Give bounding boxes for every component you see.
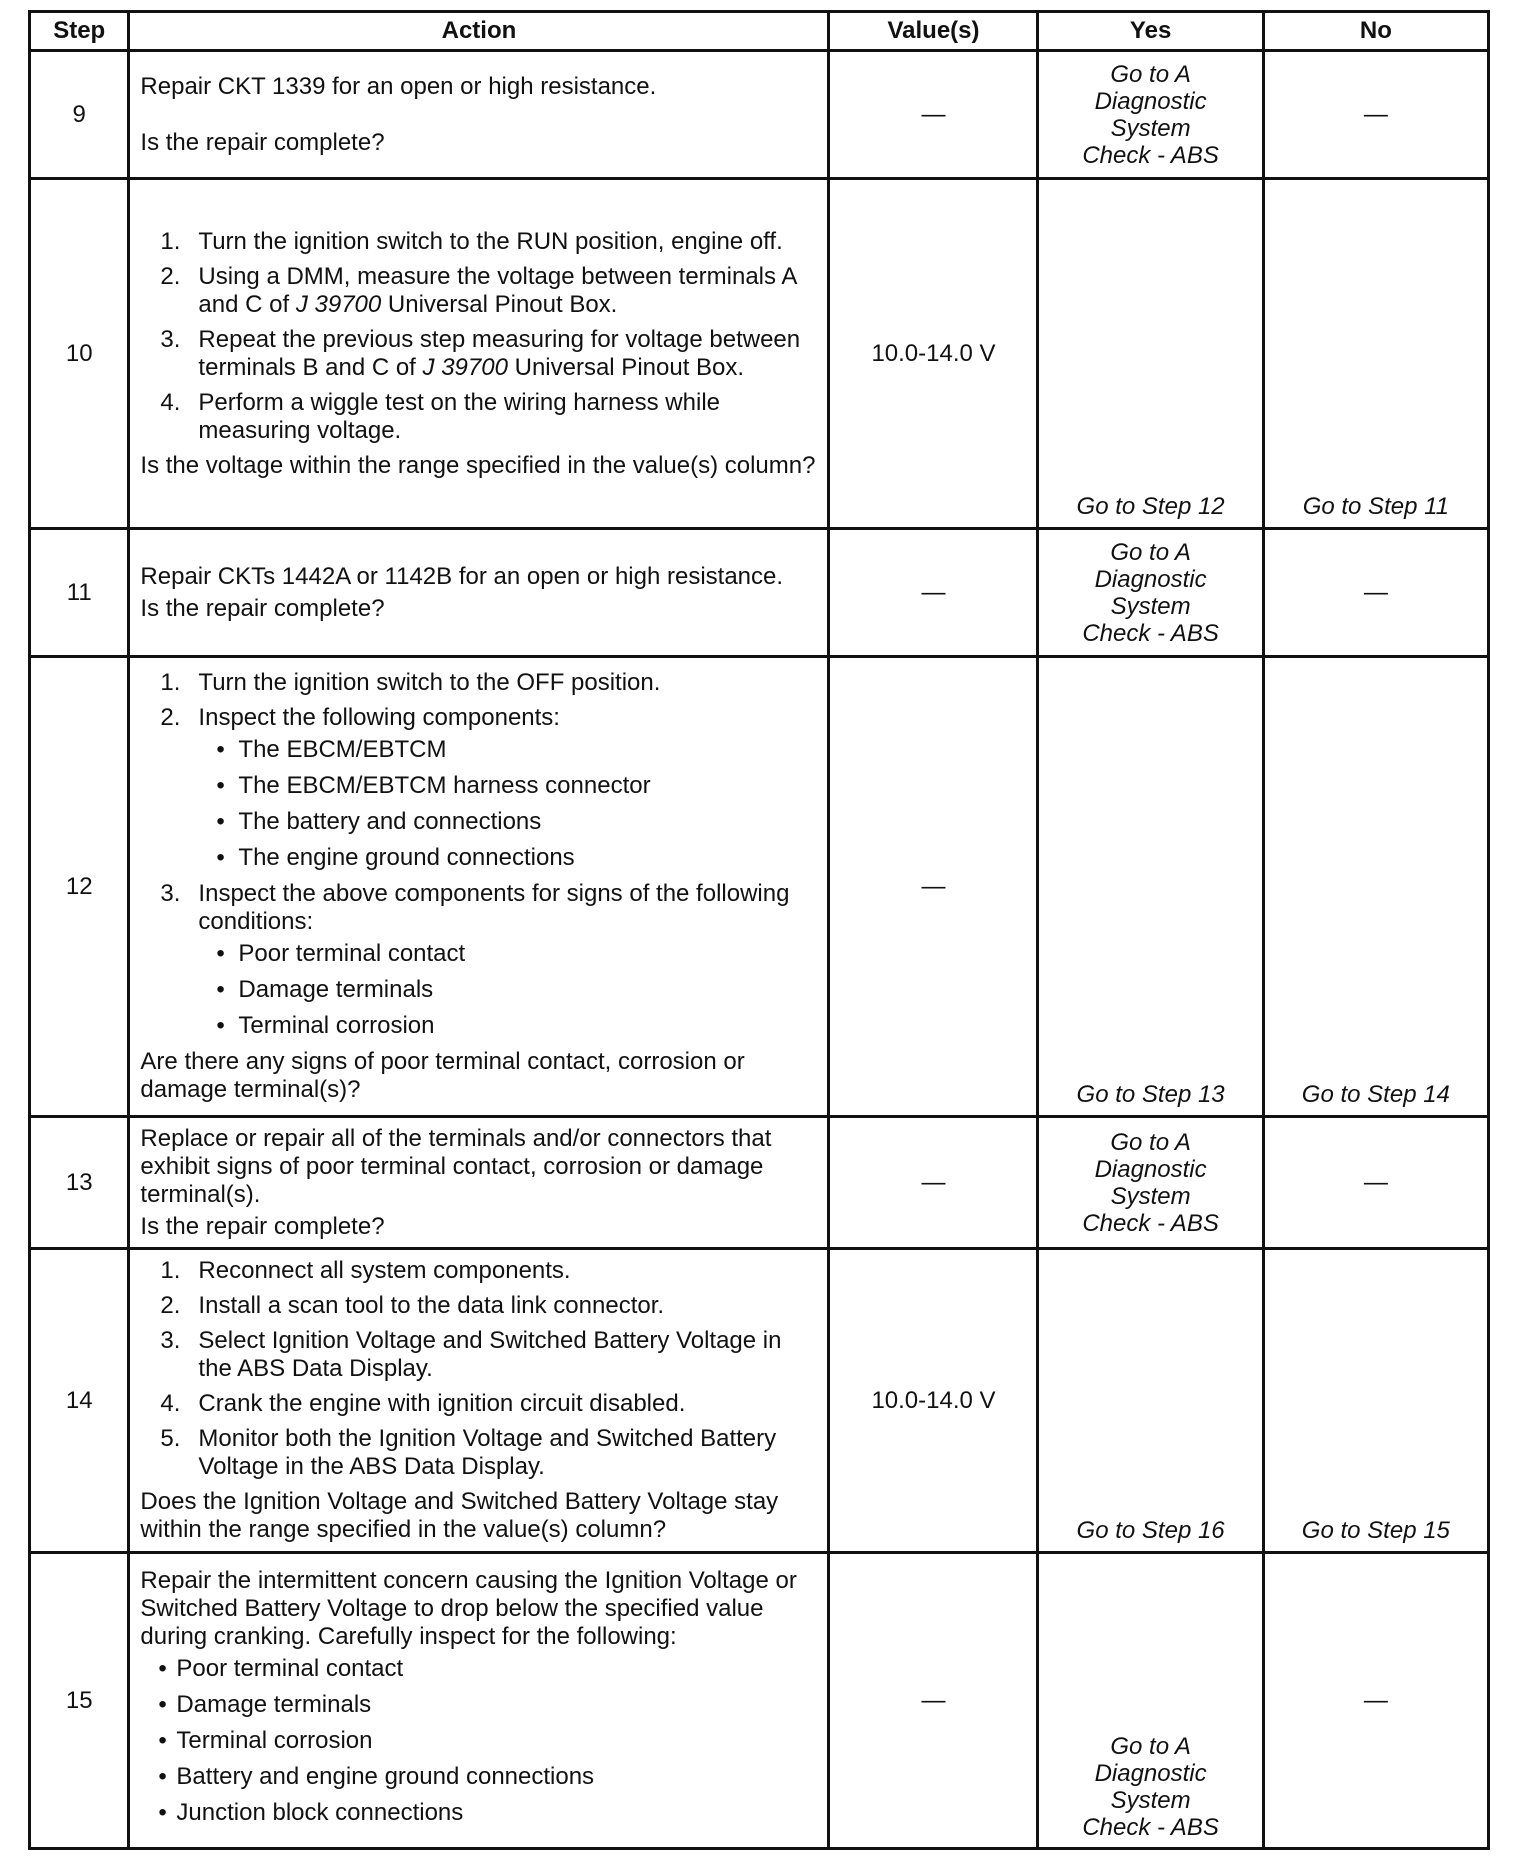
step-text: Reconnect all system components. (198, 1257, 571, 1284)
action-steps (140, 669, 817, 1040)
step-number: 9 (30, 51, 129, 179)
yes-link-line-3: System (1110, 592, 1191, 620)
list-item: • The battery and connections (198, 808, 817, 836)
yes-cell (1038, 179, 1263, 529)
yes-link-line-1: Go to A (1110, 1733, 1191, 1760)
action-cell (129, 1553, 829, 1849)
no-cell (1263, 1249, 1488, 1553)
yes-link: Go to Step 13 (1076, 1081, 1225, 1108)
action-step (140, 669, 817, 697)
no-link: Go to Step 14 (1301, 1081, 1450, 1108)
value-cell: — (829, 529, 1038, 657)
no-cell (1263, 657, 1488, 1117)
list-item: • Terminal corrosion (198, 1012, 817, 1040)
action-cell (129, 1249, 829, 1553)
step-text: Turn the ignition switch to the OFF position. (198, 669, 661, 696)
list-item: • Battery and engine ground connections (140, 1763, 817, 1791)
list-item: • Damage terminals (140, 1691, 817, 1719)
action-step (140, 263, 817, 319)
yes-link-line-2: Diagnostic (1094, 1155, 1207, 1183)
table-row-step-12 (30, 657, 1489, 1117)
yes-link-line-3: System (1110, 1787, 1191, 1814)
action-question: Are there any signs of poor terminal contact, corrosion or damage terminal(s)? (140, 1048, 745, 1103)
header-values: Value(s) (829, 12, 1038, 51)
step-index: 2. (160, 1292, 181, 1319)
action-step (140, 1327, 817, 1383)
yes-link: Go to Step 16 (1076, 1517, 1225, 1544)
step-number: 12 (30, 657, 129, 1117)
header-step: Step (30, 12, 129, 51)
list-item: • Poor terminal contact (140, 1655, 817, 1683)
value-cell: — (829, 1117, 1038, 1249)
tool-reference: J 39700 (422, 353, 508, 381)
step-text: Universal Pinout Box. (381, 290, 618, 318)
yes-cell (1038, 1249, 1263, 1553)
step-index: 3. (160, 880, 181, 907)
yes-link: Go to Step 12 (1076, 493, 1225, 520)
action-step (140, 326, 817, 382)
action-question: Is the repair complete? (140, 128, 385, 156)
step-index: 4. (160, 388, 181, 416)
step-number: 10 (30, 179, 129, 529)
yes-link-line-3: System (1110, 114, 1191, 142)
component-list (198, 736, 817, 872)
step-index: 4. (160, 1390, 181, 1417)
no-cell: — (1263, 1553, 1488, 1849)
list-item: • The EBCM/EBTCM (198, 736, 817, 764)
action-step (140, 389, 817, 445)
step-number: 11 (30, 529, 129, 657)
step-index: 1. (160, 669, 181, 696)
no-cell: — (1263, 529, 1488, 657)
step-index: 5. (160, 1425, 181, 1452)
yes-link-line-4: Check - ABS (1082, 619, 1219, 647)
no-cell (1263, 179, 1488, 529)
step-index: 3. (160, 325, 181, 353)
action-step (140, 1390, 817, 1418)
diagnostic-table (28, 10, 1490, 1850)
header-row (30, 12, 1489, 51)
step-text: Universal Pinout Box. (507, 353, 745, 381)
list-item: • The engine ground connections (198, 844, 817, 872)
action-cell (129, 179, 829, 529)
yes-link-line-1: Go to A (1110, 60, 1191, 88)
yes-cell (1038, 529, 1263, 657)
action-step (140, 1292, 817, 1320)
action-cell (129, 51, 829, 179)
action-question: Is the repair complete? (140, 594, 385, 622)
inspection-list (140, 1655, 817, 1827)
action-cell (129, 657, 829, 1117)
yes-link-line-2: Diagnostic (1094, 1760, 1207, 1787)
action-cell (129, 1117, 829, 1249)
yes-cell (1038, 51, 1263, 179)
step-text: Inspect the above components for signs of the following conditions: (198, 880, 790, 935)
table-row-step-14 (30, 1249, 1489, 1553)
table-row-step-9 (30, 51, 1489, 179)
step-text: Inspect the following components: (198, 704, 560, 731)
step-index: 2. (160, 704, 181, 731)
list-item: • Junction block connections (140, 1799, 817, 1827)
action-question: Is the voltage within the range specified in the value(s) column? (140, 451, 816, 479)
yes-link-line-3: System (1110, 1182, 1191, 1210)
value-cell: — (829, 657, 1038, 1117)
yes-link-line-4: Check - ABS (1082, 1209, 1219, 1237)
step-text: Turn the ignition switch to the RUN position, engine off. (198, 227, 783, 255)
step-index: 2. (160, 262, 181, 290)
yes-cell (1038, 657, 1263, 1117)
list-item: • Damage terminals (198, 976, 817, 1004)
action-text: Replace or repair all of the terminals and/or connectors that exhibit signs of poor terminal contact, corrosion or damage terminal(s). (140, 1124, 772, 1208)
no-link: Go to Step 15 (1301, 1517, 1450, 1544)
action-question: Does the Ignition Voltage and Switched Battery Voltage stay within the range specified in the value(s) column? (140, 1488, 779, 1543)
step-number: 14 (30, 1249, 129, 1553)
list-item: • Poor terminal contact (198, 940, 817, 968)
yes-link-line-1: Go to A (1110, 1128, 1191, 1156)
table-row-step-11 (30, 529, 1489, 657)
tool-reference: J 39700 (295, 290, 382, 318)
action-step (140, 880, 817, 1040)
yes-link-line-4: Check - ABS (1082, 141, 1219, 169)
action-step (140, 228, 817, 256)
step-number: 13 (30, 1117, 129, 1249)
yes-link-line-2: Diagnostic (1094, 87, 1207, 115)
step-text: Perform a wiggle test on the wiring harness while measuring voltage. (198, 388, 720, 444)
value-cell: 10.0-14.0 V (829, 1249, 1038, 1553)
yes-link-line-2: Diagnostic (1094, 565, 1207, 593)
action-cell (129, 529, 829, 657)
header-no: No (1263, 12, 1488, 51)
action-text: Repair CKT 1339 for an open or high resistance. (140, 72, 657, 100)
yes-cell (1038, 1553, 1263, 1849)
action-steps (140, 1257, 817, 1481)
step-text: Using a DMM, measure the voltage between terminals A and C of (198, 262, 797, 318)
yes-link-line-4: Check - ABS (1082, 1814, 1219, 1841)
table-row-step-15 (30, 1553, 1489, 1849)
value-cell: — (829, 51, 1038, 179)
step-index: 1. (160, 227, 181, 255)
yes-link-line-1: Go to A (1110, 538, 1191, 566)
no-link: Go to Step 11 (1302, 493, 1450, 520)
step-index: 3. (160, 1327, 181, 1354)
value-cell: 10.0-14.0 V (829, 179, 1038, 529)
no-cell: — (1263, 51, 1488, 179)
value-cell: — (829, 1553, 1038, 1849)
action-steps (140, 228, 817, 445)
no-cell: — (1263, 1117, 1488, 1249)
step-text: Repeat the previous step measuring for voltage between terminals B and C of (198, 325, 801, 381)
step-index: 1. (160, 1257, 181, 1284)
action-text: Repair the intermittent concern causing the Ignition Voltage or Switched Battery Voltage to drop below the specified value during cranking. Carefully inspect for the following: (140, 1566, 797, 1650)
action-question: Is the repair complete? (140, 1212, 385, 1240)
step-number: 15 (30, 1553, 129, 1849)
list-item: • Terminal corrosion (140, 1727, 817, 1755)
action-text: Repair CKTs 1442A or 1142B for an open or high resistance. (140, 562, 784, 590)
step-text: Monitor both the Ignition Voltage and Switched Battery Voltage in the ABS Data Display. (198, 1425, 777, 1480)
step-text: Install a scan tool to the data link connector. (198, 1292, 665, 1319)
condition-list (198, 940, 817, 1040)
yes-cell (1038, 1117, 1263, 1249)
action-step (140, 1425, 817, 1481)
step-text: Crank the engine with ignition circuit disabled. (198, 1390, 686, 1417)
header-yes: Yes (1038, 12, 1263, 51)
action-step (140, 1257, 817, 1285)
list-item: • The EBCM/EBTCM harness connector (198, 772, 817, 800)
step-text: Select Ignition Voltage and Switched Battery Voltage in the ABS Data Display. (198, 1327, 782, 1382)
table-row-step-10 (30, 179, 1489, 529)
action-step (140, 704, 817, 872)
table-row-step-13 (30, 1117, 1489, 1249)
header-action: Action (129, 12, 829, 51)
